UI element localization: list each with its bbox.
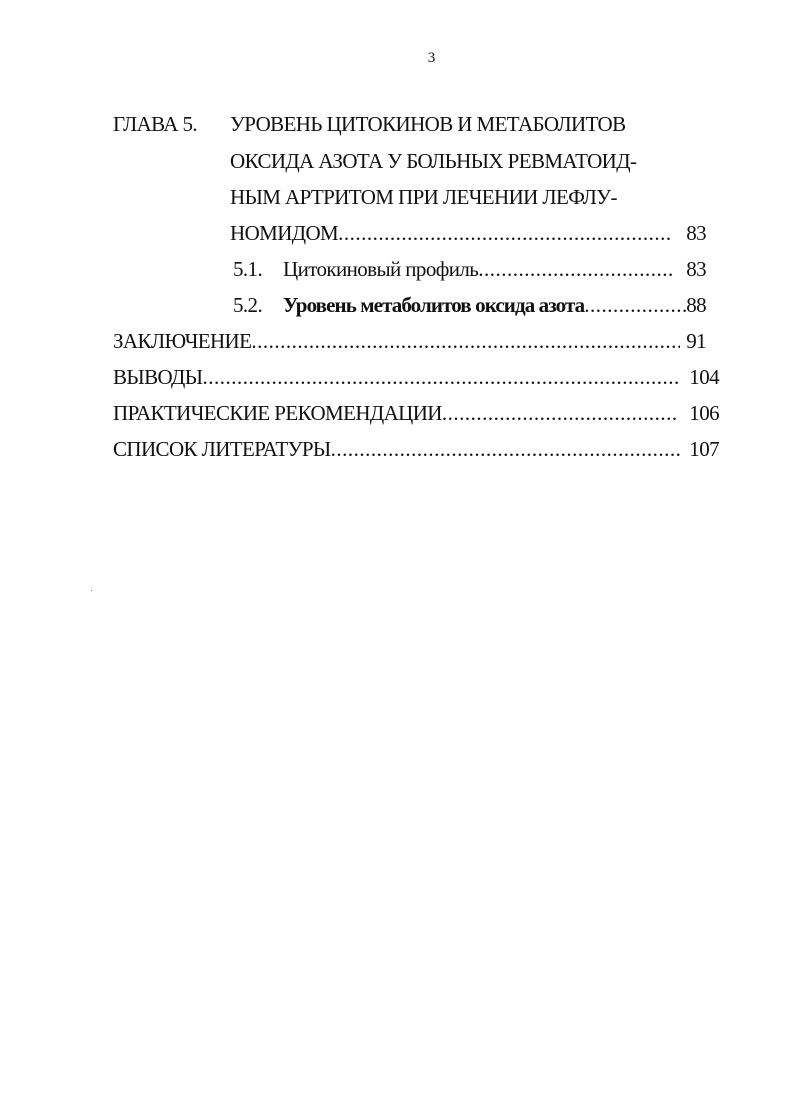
dot-leader	[442, 400, 679, 426]
section-number: 5.1.	[233, 257, 263, 281]
page-ref: 106	[689, 401, 719, 425]
dot-leader	[478, 256, 672, 282]
page-ref: 83	[686, 257, 706, 281]
dot-leader	[338, 220, 672, 246]
page-ref: 104	[689, 365, 719, 389]
toc-entry[interactable]	[113, 364, 719, 390]
page-ref: 107	[689, 437, 719, 461]
page-ref: 83	[686, 221, 706, 245]
toc-entry[interactable]	[113, 400, 719, 426]
scan-speck	[91, 590, 92, 591]
page-ref: 88	[686, 293, 706, 317]
entry-title: ВЫВОДЫ	[113, 365, 203, 389]
toc-entry-section-5-1[interactable]	[233, 256, 706, 282]
chapter-label: ГЛАВА 5.	[113, 112, 198, 136]
toc-entry-chapter5[interactable]	[230, 220, 706, 246]
section-title: Уровень метаболитов оксида азота	[283, 293, 585, 317]
toc-chapter-heading-cont	[230, 184, 617, 210]
section-number: 5.2.	[233, 293, 263, 317]
chapter-title-line: ОКСИДА АЗОТА У БОЛЬНЫХ РЕВМАТОИД-	[230, 149, 637, 173]
chapter-title-line: НЫМ АРТРИТОМ ПРИ ЛЕЧЕНИИ ЛЕФЛУ-	[230, 185, 617, 209]
entry-title: ЗАКЛЮЧЕНИЕ	[113, 329, 252, 353]
page-ref: 91	[686, 329, 706, 353]
dot-leader	[584, 292, 686, 318]
dot-leader	[203, 364, 680, 390]
section-title: Цитокиновый профиль	[283, 257, 479, 281]
chapter-title-line: НОМИДОМ	[230, 221, 339, 245]
toc-chapter-heading-cont	[230, 148, 636, 174]
entry-title: ПРАКТИЧЕСКИЕ РЕКОМЕНДАЦИИ	[113, 401, 442, 425]
toc-entry[interactable]	[113, 436, 719, 462]
toc-entry[interactable]	[113, 328, 706, 354]
toc-entry-section-5-2[interactable]	[233, 292, 706, 318]
page-number: 3	[427, 50, 436, 66]
dot-leader	[251, 328, 680, 354]
entry-title: СПИСОК ЛИТЕРАТУРЫ	[113, 437, 331, 461]
toc-chapter-heading	[113, 111, 626, 137]
chapter-title-line: УРОВЕНЬ ЦИТОКИНОВ И МЕТАБОЛИТОВ	[230, 112, 626, 136]
dot-leader	[331, 436, 682, 462]
